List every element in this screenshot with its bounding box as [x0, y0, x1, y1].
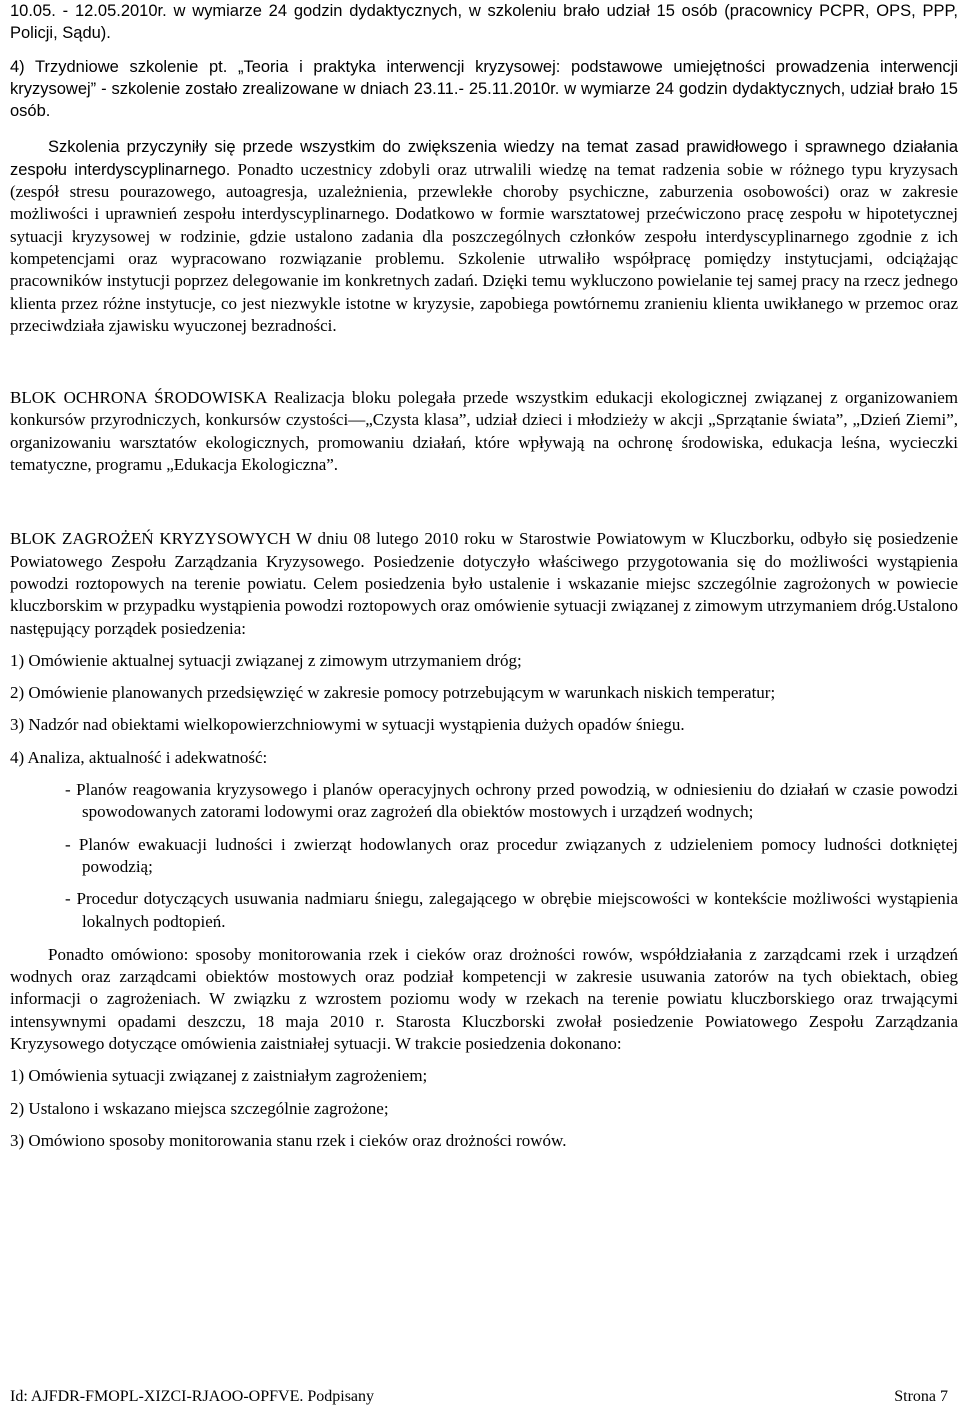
action-item: 2) Ustalono i wskazano miejsca szczególnie zagrożone; [10, 1098, 389, 1118]
action-item: 3) Omówiono sposoby monitorowania stanu rzek i cieków oraz drożności rowów. [10, 1130, 567, 1150]
intro-line-1-text: 10.05. - 12.05.2010r. w wymiarze 24 godzin dydaktycznych, w szkoleniu brało udział 15 osób (pracownicy PCPR, OPS, PPP, Policji, Sądu). [10, 2, 958, 43]
ecology-text: Realizacja bloku polegała przede wszystkim edukacji ekologicznej związanej z organizowaniem konkursów przyrodniczych, konkursów czystości—„Czysta klasa”, udział dzieci i młodzieży w akcji „Sprzątanie świata”, „Dzień Ziemi”, organizowaniu warsztatów ekologicznych, promowaniu działań, które wpływają na ochronę środowiska, edukacja leśna, wycieczki tematyczne, programu „Edukacja Ekologiczna”. [10, 388, 958, 475]
agenda-item: 1) Omówienie aktualnej sytuacji związanej z zimowym utrzymaniem dróg; [10, 650, 522, 670]
agenda-item: 3) Nadzór nad obiektami wielkopowierzchniowymi w sytuacji wystąpienia dużych opadów śniegu. [10, 715, 685, 735]
training-item-4 [10, 56, 958, 123]
agenda-sub-item: - Planów reagowania kryzysowego i planów operacyjnych ochrony przed powodzią, w odniesieniu do działań w czasie powodzi spowodowanych zatorami lodowymi oraz zagrożeń dla obiektów mostowych i urządzeń wodnych; [65, 780, 958, 822]
document-page [10, 0, 958, 1152]
agenda-item: 4) Analiza, aktualność i adekwatność: [10, 747, 268, 767]
ecology-heading: BLOK OCHRONA ŚRODOWISKA [10, 388, 267, 408]
agenda-sub-item: - Procedur dotyczących usuwania nadmiaru śniegu, zalegającego w obrębie miejscowości w kontekście możliwości wystąpienia lokalnych podtopień. [65, 889, 958, 931]
training-effects-lead: Szkolenia przyczyniły się przede wszystkim do zwiększenia wiedzy na temat zasad prawidłowego i sprawnego działania zespołu interdyscyplinarnego. [10, 138, 958, 179]
action-item: 1) Omówienia sytuacji związanej z zaistniałym zagrożeniem; [10, 1066, 428, 1086]
crisis-text: W dniu 08 lutego 2010 roku w Starostwie Powiatowym w Kluczborku, odbyło się posiedzenie Powiatowego Zespołu Zarządzania Kryzysowego. Posiedzenie dotyczyło właściwego przygotowania się do możliwości wystąpienia powodzi roztopowych na terenie powiatu. Celem posiedzenia było ustalenie i wskazanie miejsc szczególnie zagrożonych w powiecie kluczborskim w przypadku wystąpienia powodzi roztopowych oraz omówienie sytuacji związanej z zimowym utrzymaniem dróg.Ustalono następujący porządek posiedzenia: [10, 529, 958, 638]
training-effects-rest: Ponadto uczestnicy zdobyli oraz utrwalili wiedzę na temat radzenia sobie w różnego typu kryzysach (zespół stresu pourazowego, autoagresja, uzależnienia, przewlekłe choroby psychiczne, zaburzenia osobowości) oraz w zakresie możliwości i uprawnień zespołu interdyscyplinarnego. Dodatkowo w formie warsztatowej przećwiczono pracę zespołu w hipotetycznej sytuacji kryzysowej w rodzinie, gdzie ustalono zadania dla poszczególnych członków zespołu interdyscyplinarnego zgodnie z ich kompetencjami oraz wypracowano rozwiązanie problemu. Szkolenie utrwaliło współpracę pomiędzy instytucjami, odciążając pracowników instytucji poprzez delegowanie im konkretnych zadań. Dzięki temu wykluczono powielanie tej samej pracy na rzecz jednego klienta przez różne instytucje, co jest niezwykle istotne w kryzysie, zapobiega powtórnemu zranieniu klienta uwikłanego w przemoc oraz przeciwdziała zjawisku wyuczonej bezradności. [10, 159, 958, 335]
agenda-sub-item: - Planów ewakuacji ludności i zwierząt hodowlanych oraz procedur związanych z udzieleniem pomocy ludności dotkniętej powodzią; [65, 834, 958, 876]
document-id: Id: AJFDR-FMOPL-XIZCI-RJAOO-OPFVE. Podpisany [10, 1388, 375, 1405]
crisis-block [10, 528, 958, 639]
agenda-item: 2) Omówienie planowanych przedsięwzięć w zakresie pomocy potrzebującym w warunkach niskich temperatur; [10, 683, 776, 703]
crisis-heading: BLOK ZAGROŻEŃ KRYZYSOWYCH [10, 529, 291, 549]
training-item-4-text: 4) Trzydniowe szkolenie pt. „Teoria i praktyka interwencji kryzysowej: podstawowe umiejętności prowadzenia interwencji kryzysowej” - szkolenie zostało zrealizowane w dniach 23.11.- 25.11.2010r. w wymiarze 24 godzin dydaktycznych, udział brało 15 osób. [10, 57, 958, 121]
discussion-paragraph: Ponadto omówiono: sposoby monitorowania rzek i cieków oraz drożności rowów, współdziałania z zarządcami rzek i urządzeń wodnych oraz zarządcami obiektów mostowych oraz podział kompetencji w zakresie usuwania zatorów na tych obiektach, obieg informacji o zagrożeniach. W związku z wzrostem poziomu wody w rzekach na terenie powiatu kluczborskiego oraz trwającymi intensywnymi opadami deszczu, 18 maja 2010 r. Starosta Kluczborski zwołał posiedzenie Powiatowego Zespołu Zarządzania Kryzysowego dotyczące omówienia zaistniałej sytuacji. W trakcie posiedzenia dokonano: [10, 944, 958, 1053]
intro-line-1 [10, 0, 958, 45]
training-effects-paragraph [10, 136, 958, 337]
ecology-block [10, 387, 958, 476]
page-number: Strona 7 [894, 1388, 948, 1405]
